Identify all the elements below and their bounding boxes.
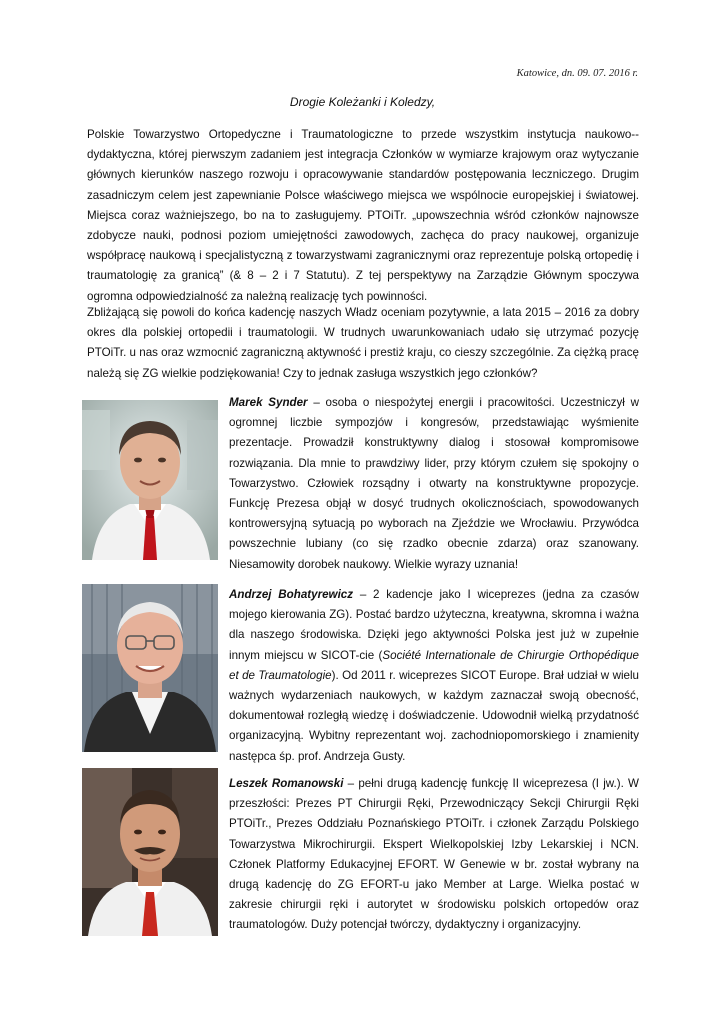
sicot-full-name: Société Internationale de Chirurgie Orthopédique et de Traumatologie	[229, 648, 639, 682]
profile-text: – pełni drugą kadencję funkcję II wiceprezesa (I jw.). W przeszłości: Prezes PT Chirurgii Ręki, Przewodniczący Sekcji Chirurgii Ręki PTOiTr., Prezes Oddziału Poznańskiego PTOiTr. i członek Zarządu Polskiego Towarzystwa Mikrochirurgii. Ekspert Wielkopolskiej Izby Lekarskiej i NCN. Członek Platformy Edukacyjnej EFORT. W Genewie w br. został wybrany na drugą kadencję do ZG EFORT-u jako Member at Large. Wielka postać w zakresie chirurgii ręki i autorytet w środowisku polskich ortopedów oraz traumatologów. Duży potencjał twórczy, dydaktyczny i organizacyjny.	[229, 777, 640, 932]
profile-text: – 2 kadencje jako I wiceprezes (jedna za czasów mojego kierowania ZG). Postać bardzo użyteczna, kreatywna, skromna i ważna dla naszego środowiska. Dzięki jego aktywności Polska jest już w zupełnie innym miejscu w SICOT-cie (	[229, 588, 639, 662]
profile-leszek-romanowski	[229, 774, 639, 936]
profile-andrzej-bohatyrewicz	[229, 585, 639, 767]
paragraph-assessment: Zbliżającą się powoli do końca kadencję naszych Władz oceniam pozytywnie, a lata 2015 – 2016 za dobry okres dla polskiej ortopedii i traumatologii. W trudnych uwarunkowaniach udało się utrzymać pozycję PTOiTr. u nas oraz wzmocnić zagraniczną aktywność i prestiż kraju, co cieszy szczególnie. Za ciężką pracę należą się ZG wielkie podziękowania! Czy to jednak zasługa wszystkich jego członków?	[87, 306, 639, 380]
profile-marek-synder	[229, 393, 639, 575]
photo-marek-synder	[82, 400, 218, 560]
photo-leszek-romanowski	[82, 768, 218, 936]
paragraph-intro: Polskie Towarzystwo Ortopedyczne i Traumatologiczne to przede wszystkim instytucja naukowo--dydaktyczna, której pierwszym zadaniem jest integracja Członków w wymiarze krajowym oraz wytyczanie głównych kierunków naszego rozwoju i opracowywanie standardów postępowania leczniczego. Drugim zasadniczym celem jest zapewnianie Polsce właściwego miejsca we wspólnocie europejskiej i światowej. Miejsca coraz ważniejszego, bo na to zasługujemy. PTOiTr. „upowszechnia wśród członków najnowsze zdobycze nauki, podnosi poziom umiejętności zawodowych, zachęca do pracy naukowej, organizuje współpracę naukową i specjalistyczną z towarzystwami zagranicznymi oraz reprezentuje polską ortopedię i traumatologię za granicą” (& 8 – 2 i 7 Statutu). Z tej perspektywy na Zarządzie Głównym spoczywa ogromna odpowiedzialność za należną realizację tych powinności.	[87, 128, 639, 303]
letter-date: Katowice, dn. 09. 07. 2016 r.	[516, 68, 638, 79]
profile-text-continued: ). Od 2011 r. wiceprezes SICOT Europe. Brał udział w wielu ważnych wydarzeniach naukowych, w każdym zaznaczał swoją obecność, dokumentował rozległą wiedzę i doświadczenie. Udowodnił wielką przydatność organizacyjną. Wybitny reprezentant woj. zachodniopomorskiego i znamienity następca śp. prof. Andrzeja Gusty.	[229, 668, 639, 763]
profile-name: Andrzej Bohatyrewicz	[229, 588, 354, 601]
profile-text: – osoba o niespożytej energii i pracowitości. Uczestniczył w ogromnej liczbie sympozjów i kongresów, przedstawiając wyśmienite prezentacje. Prowadził konstruktywny dialog i stosował kompromisowe rozwiązania. Dla mnie to prawdziwy lider, przy którym czułem się spokojny o Towarzystwo. Człowiek rozsądny i otwarty na konstruktywne propozycje. Funkcję Prezesa objął w dosyć trudnych okolicznościach, spowodowanych kontrowersyjną sytuacją po wyborach na Zjeździe we Wrocławiu. Przywódca powszechnie lubiany (co się rzadko obecnie zdarza) oraz szanowany. Niesamowity dorobek naukowy. Wielkie wyrazy uznania!	[229, 396, 639, 571]
profile-name: Marek Synder	[229, 396, 308, 409]
profile-name: Leszek Romanowski	[229, 777, 344, 790]
photo-andrzej-bohatyrewicz	[82, 584, 218, 752]
greeting: Drogie Koleżanki i Koledzy,	[289, 95, 436, 109]
